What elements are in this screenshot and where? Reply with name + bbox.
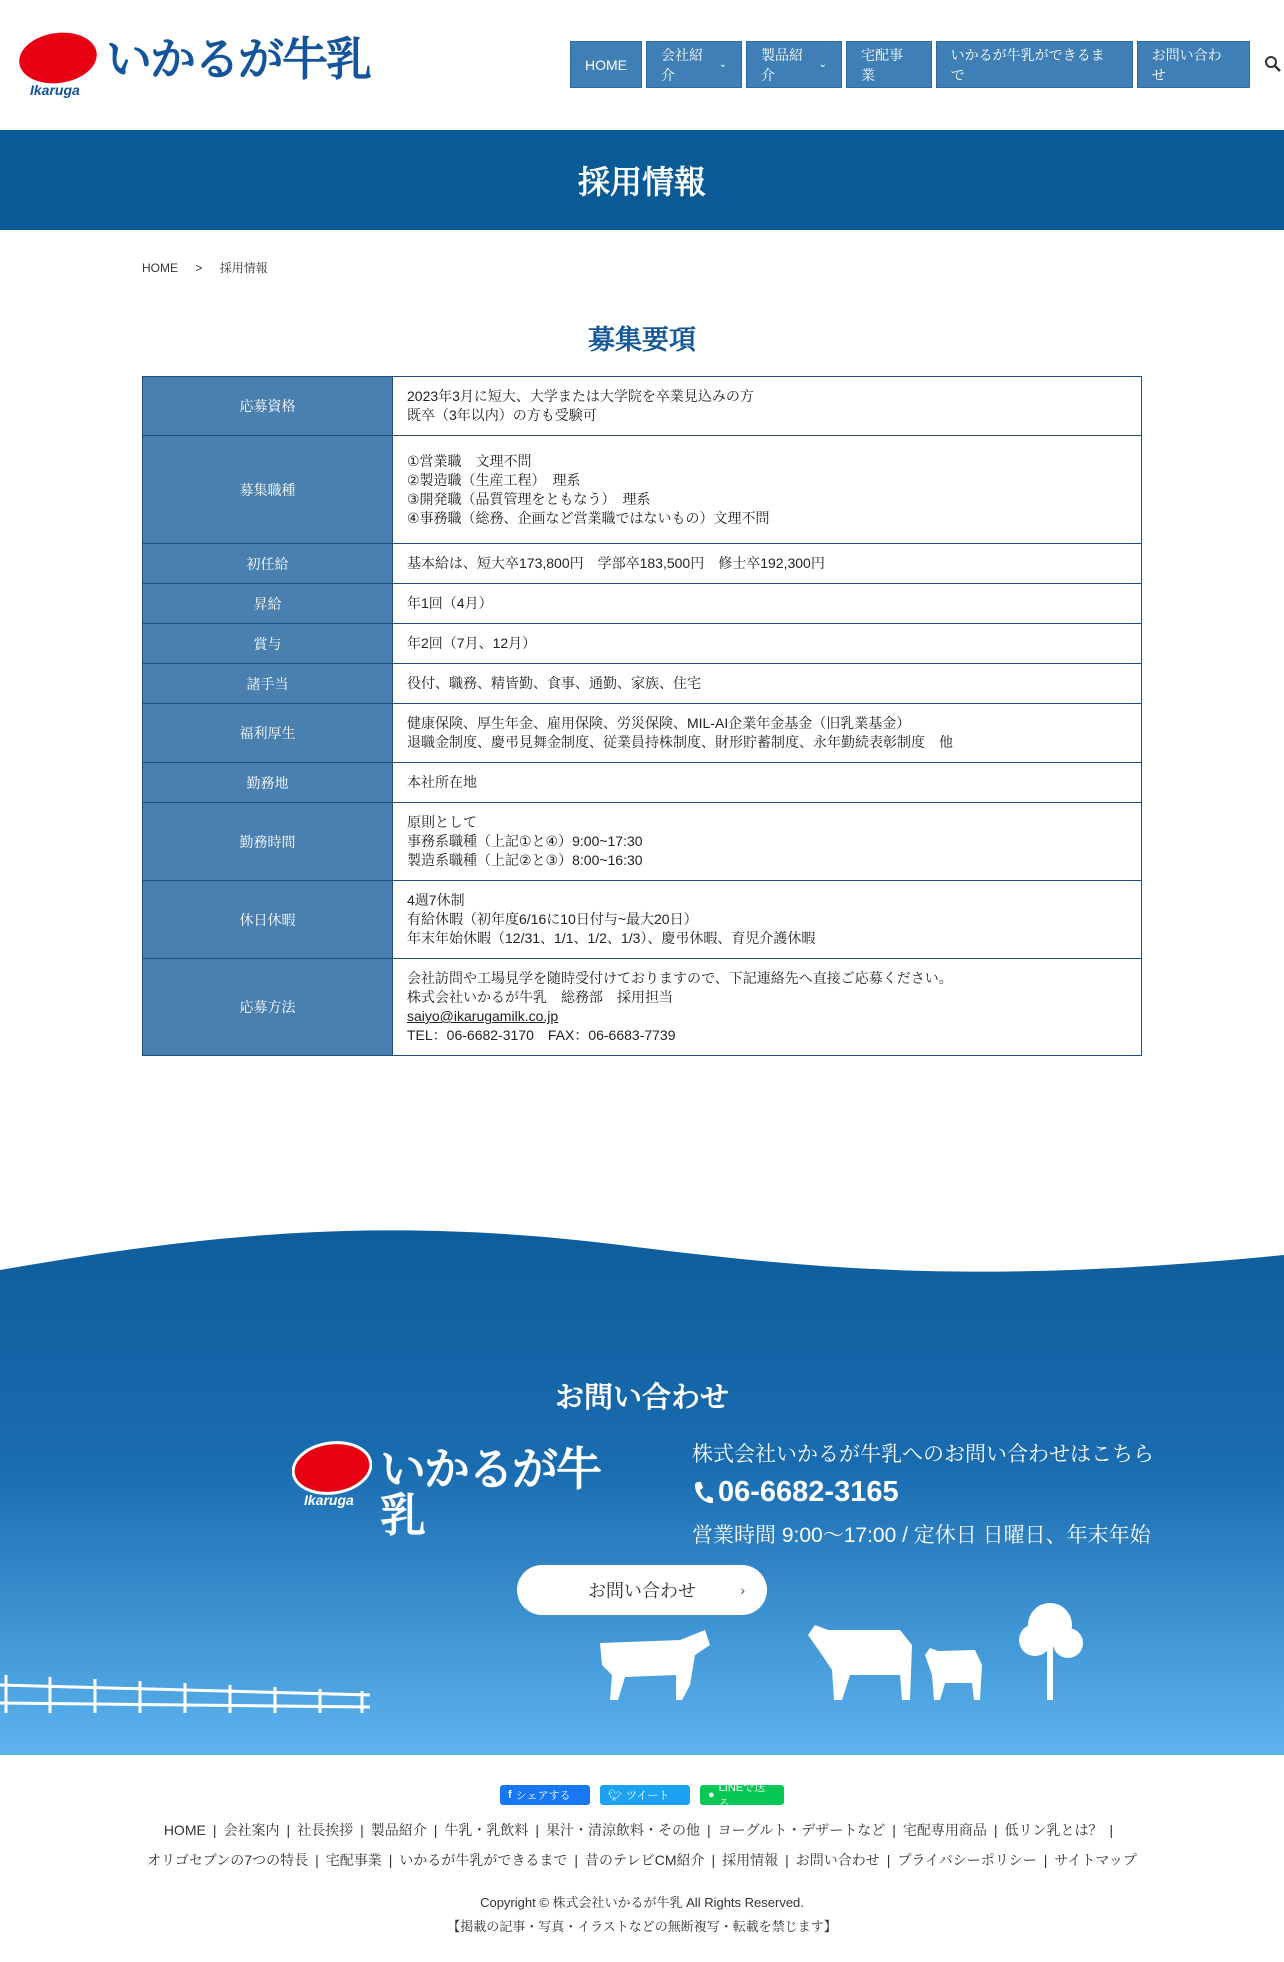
table-row xyxy=(143,624,1142,664)
row-value-line: 4週7休制 xyxy=(407,892,465,908)
row-value xyxy=(393,544,1142,584)
logo-subtext: Ikaruga xyxy=(30,82,80,98)
table-row xyxy=(143,584,1142,624)
footer-divider: | xyxy=(535,1822,540,1838)
footer-link[interactable]: 製品紹介 xyxy=(370,1822,427,1838)
table-row xyxy=(143,436,1142,544)
footer-divider: | xyxy=(286,1822,291,1838)
row-value-line: 2023年3月に短大、大学または大学院を卒業見込みの方 xyxy=(407,388,754,404)
table-row xyxy=(143,704,1142,763)
main-nav xyxy=(570,41,1284,88)
nav-item-label: HOME xyxy=(585,56,627,73)
copyright: Copyright © 株式会社いかるが牛乳 All Rights Reserved. xyxy=(480,1895,804,1910)
row-value-line: TEL：06-6682-3170 FAX：06-6683-7739 xyxy=(407,1027,676,1043)
footer-link[interactable]: 宅配事業 xyxy=(325,1852,382,1868)
row-value-line: ④事務職（総務、企画など営業職ではないもの）文理不問 xyxy=(407,509,770,526)
nav-item-label: お問い合わせ xyxy=(1151,46,1222,83)
logo-text: いかるが牛乳 xyxy=(106,32,370,86)
footer-logo[interactable] xyxy=(292,1440,632,1542)
footer-link[interactable]: 牛乳・乳飲料 xyxy=(444,1822,529,1838)
row-value-line: ③開発職（品質管理をともなう） 理系 xyxy=(407,490,651,507)
table-row xyxy=(143,664,1142,704)
row-value-line: 年2回（7月、12月） xyxy=(407,635,537,651)
footer-divider: | xyxy=(707,1822,711,1838)
footer-link[interactable]: サイトマップ xyxy=(1054,1852,1137,1868)
phone-icon xyxy=(692,1480,714,1506)
contact-lead: 株式会社いかるが牛乳へのお問い合わせはこちら xyxy=(692,1443,1154,1466)
nav-item-2[interactable] xyxy=(746,41,842,88)
table-row xyxy=(143,763,1142,803)
footer-link[interactable]: お問い合わせ xyxy=(795,1852,880,1868)
contact-phone[interactable] xyxy=(692,1476,1154,1509)
row-value xyxy=(393,959,1142,1056)
table-row xyxy=(143,881,1142,959)
footer-divider: | xyxy=(1109,1822,1114,1838)
table-row xyxy=(143,803,1142,881)
row-label: 賞与 xyxy=(143,624,393,664)
row-value xyxy=(393,881,1142,959)
row-value-line: 有給休暇（初年度6/16に10日付与~最大20日） xyxy=(407,911,698,927)
row-value-line: 本社所在地 xyxy=(407,774,477,790)
footer-divider: | xyxy=(711,1852,716,1868)
footer-divider: | xyxy=(388,1852,393,1868)
table-row xyxy=(143,377,1142,436)
row-value-line: 年末年始休暇（12/31、1/1、1/2、1/3）、慶弔休暇、育児介護休暇 xyxy=(407,930,816,946)
row-value-line: 事務系職種（上記①と④）9:00~17:30 xyxy=(407,833,643,849)
line-share-label: LINEで送る xyxy=(718,1782,766,1810)
row-value-line: 役付、職務、精皆勤、食事、通勤、家族、住宅 xyxy=(407,675,701,691)
nav-item-3[interactable] xyxy=(846,41,932,88)
row-value-line: 退職金制度、慶弔見舞金制度、従業員持株制度、財形貯蓄制度、永年勤続表彰制度 他 xyxy=(407,734,953,750)
footer-divider: | xyxy=(433,1822,438,1838)
footer-divider: | xyxy=(886,1852,891,1868)
nav-item-label: 会社紹介 xyxy=(661,46,703,83)
row-label: 応募資格 xyxy=(143,377,393,436)
footer-divider: | xyxy=(212,1822,217,1838)
breadcrumb-current: 採用情報 xyxy=(219,261,268,275)
row-value-line: 既卒（3年以内）の方も受験可 xyxy=(407,407,597,423)
twitter-share-button[interactable] xyxy=(600,1785,690,1805)
footer-divider: | xyxy=(574,1852,579,1868)
nav-item-1[interactable] xyxy=(646,41,742,88)
footer-link[interactable]: 宅配専用商品 xyxy=(902,1822,987,1838)
footer-divider: | xyxy=(785,1852,789,1868)
twitter-share-label: ツイート xyxy=(625,1790,670,1802)
site-header xyxy=(0,0,1284,130)
page-title-band xyxy=(0,130,1284,230)
footer-divider: | xyxy=(360,1822,364,1838)
facebook-share-label: シェアする xyxy=(515,1790,571,1802)
copyright-notice: 【掲載の記事・写真・イラストなどの無断複写・転載を禁じます】 xyxy=(447,1919,837,1934)
chevron-right-icon: › xyxy=(740,1582,745,1598)
row-label: 諸手当 xyxy=(143,664,393,704)
row-label: 勤務地 xyxy=(143,763,393,803)
row-value-line: 基本給は、短大卒173,800円 学部卒183,500円 修士卒192,300円 xyxy=(407,555,825,571)
contact-button-label: お問い合わせ xyxy=(588,1581,696,1601)
row-label: 福利厚生 xyxy=(143,704,393,763)
social-share xyxy=(0,1782,1284,1810)
row-value xyxy=(393,436,1142,544)
row-label: 勤務時間 xyxy=(143,803,393,881)
row-value xyxy=(393,704,1142,763)
footer-link[interactable]: 低リン乳とは？ xyxy=(1004,1822,1103,1838)
row-label: 募集職種 xyxy=(143,436,393,544)
footer-divider: | xyxy=(892,1822,896,1838)
row-label: 応募方法 xyxy=(143,959,393,1056)
contact-button[interactable] xyxy=(517,1565,767,1615)
row-value-line: 製造系職種（上記②と③）8:00~16:30 xyxy=(407,852,643,868)
footer-divider: | xyxy=(993,1822,998,1838)
contact-info xyxy=(692,1438,1154,1549)
row-value-line: 会社訪問や工場見学を随時受付けておりますので、下記連絡先へ直接ご応募ください。 xyxy=(407,970,953,986)
nav-item-5[interactable] xyxy=(1137,41,1251,88)
nav-item-label: 宅配事業 xyxy=(860,46,903,83)
section-title: 募集要項 xyxy=(588,325,696,355)
row-value-line: ①営業職 文理不問 xyxy=(407,452,532,469)
row-value xyxy=(393,584,1142,624)
footer-link[interactable]: 採用情報 xyxy=(722,1852,779,1868)
row-value xyxy=(393,624,1142,664)
chevron-down-icon: ⌄ xyxy=(718,59,727,70)
row-value-line: 年1回（4月） xyxy=(407,595,493,611)
row-label: 昇給 xyxy=(143,584,393,624)
nav-item-4[interactable] xyxy=(936,41,1133,88)
footer-link[interactable]: プライバシーポリシー xyxy=(897,1852,1037,1868)
footer-logo-text: いかるが牛乳 xyxy=(380,1442,600,1542)
footer-link[interactable]: いかるが牛乳ができるまで xyxy=(399,1852,568,1868)
breadcrumb xyxy=(142,259,282,276)
search-icon[interactable] xyxy=(1264,55,1284,75)
row-value xyxy=(393,377,1142,436)
email-link[interactable]: saiyo@ikarugamilk.co.jp xyxy=(407,1008,559,1024)
footer-link[interactable]: 社長挨拶 xyxy=(297,1822,354,1838)
facebook-icon: f xyxy=(508,1789,512,1801)
breadcrumb-home[interactable]: HOME xyxy=(142,261,178,275)
footer-nav-row-1 xyxy=(0,1820,1284,1840)
row-value xyxy=(393,664,1142,704)
facebook-share-button[interactable] xyxy=(500,1785,590,1805)
footer-link[interactable]: 果汁・清涼飲料・その他 xyxy=(546,1822,701,1838)
row-value-line: 原則として xyxy=(407,814,477,830)
row-label: 初任給 xyxy=(143,544,393,584)
footer-divider: | xyxy=(315,1852,319,1868)
page-title: 採用情報 xyxy=(577,164,706,200)
nav-item-label: 製品紹介 xyxy=(760,46,803,83)
footer-link[interactable]: 昔のテレビCM紹介 xyxy=(585,1852,705,1868)
footer-link[interactable]: HOME xyxy=(163,1822,206,1838)
footer-link[interactable]: ヨーグルト・デザートなど xyxy=(717,1822,886,1838)
row-label: 休日休暇 xyxy=(143,881,393,959)
footer-link[interactable]: オリゴセブンの7つの特長 xyxy=(147,1852,309,1868)
contact-section-title: お問い合わせ xyxy=(554,1382,729,1414)
nav-item-label: いかるが牛乳ができるまで xyxy=(950,46,1105,83)
footer-link[interactable]: 会社案内 xyxy=(223,1822,280,1838)
row-value-line: 株式会社いかるが牛乳 総務部 採用担当 xyxy=(407,989,673,1005)
line-icon: ● xyxy=(708,1789,715,1801)
contact-hours: 営業時間 9:00～17:00 / 定休日 日曜日、年末年始 xyxy=(692,1524,1151,1547)
contact-phone-number: 06-6682-3165 xyxy=(718,1476,899,1508)
site-logo[interactable] xyxy=(18,30,370,100)
line-share-button[interactable] xyxy=(700,1782,784,1810)
table-row xyxy=(143,959,1142,1056)
row-value-line: 健康保険、厚生年金、雇用保険、労災保険、MIL-AI企業年金基金（旧乳業基金） xyxy=(407,715,911,731)
chevron-down-icon: ⌄ xyxy=(818,59,827,70)
row-value xyxy=(393,763,1142,803)
nav-item-0[interactable] xyxy=(570,41,642,88)
row-value xyxy=(393,803,1142,881)
footer-divider: | xyxy=(1043,1852,1048,1868)
breadcrumb-separator: > xyxy=(195,261,203,275)
twitter-icon: 🐦︎ xyxy=(608,1789,622,1802)
footer-logo-subtext: Ikaruga xyxy=(304,1492,354,1508)
footer-nav-row-2 xyxy=(0,1850,1284,1870)
row-value-line: ②製造職（生産工程） 理系 xyxy=(407,471,581,488)
requirements-table xyxy=(142,376,1142,1056)
table-row xyxy=(143,544,1142,584)
